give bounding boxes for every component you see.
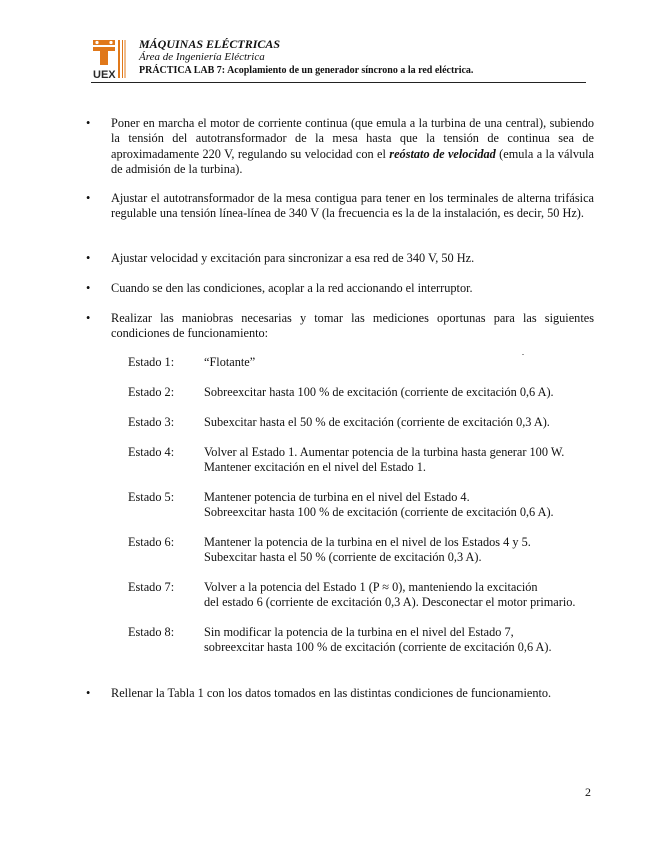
list-item xyxy=(86,116,594,178)
state-description: Mantener excitación en el nivel del Estado 1. xyxy=(204,460,426,475)
bullet-icon: • xyxy=(86,116,91,130)
list-item-text: Ajustar velocidad y excitación para sincronizar a esa red de 340 V, 50 Hz. xyxy=(111,251,475,265)
page-header xyxy=(139,38,473,77)
state-description: Mantener la potencia de la turbina en el nivel de los Estados 4 y 5. xyxy=(204,535,531,549)
emphasis-text: reóstato de velocidad xyxy=(389,146,496,161)
list-item xyxy=(86,281,594,296)
state-row xyxy=(128,625,598,656)
state-description: Sobreexcitar hasta 100 % de excitación (corriente de excitación 0,6 A). xyxy=(204,385,554,399)
state-row xyxy=(128,490,598,521)
state-row xyxy=(128,580,598,611)
list-item xyxy=(86,191,594,222)
state-row xyxy=(128,415,598,430)
bullet-icon: • xyxy=(86,191,91,205)
state-description: Mantener potencia de turbina en el nivel del Estado 4. xyxy=(204,490,470,504)
state-label: Estado 8: xyxy=(128,625,175,639)
list-item-text: Ajustar el autotransformador de la mesa contigua para tener en los terminales de alterna trifásica regulable una tensión línea-línea de 340 V (la frecuencia es la de la instalación, es decir, 50 Hz). xyxy=(111,191,594,221)
state-label: Estado 4: xyxy=(128,445,175,459)
practice-title: PRÁCTICA LAB 7: Acoplamiento de un generador síncrono a la red eléctrica. xyxy=(139,65,474,76)
list-item-text: Poner en marcha el motor de corriente continua (que emula a la turbina de una central), subiendo la tensión del autotransformador de la mesa hasta que la tensión de continua sea de aproximadamente 220 V, regulando su velocidad con el reóstato de velocidad (emula a la válvula de admisión de la turbina). xyxy=(111,116,594,177)
state-description: Volver al Estado 1. Aumentar potencia de la turbina hasta generar 100 W. xyxy=(204,445,565,459)
list-item-text: Cuando se den las condiciones, acoplar a la red accionando el interruptor. xyxy=(111,281,473,295)
state-row xyxy=(128,445,598,476)
state-description: Sin modificar la potencia de la turbina en el nivel del Estado 7, xyxy=(204,625,514,639)
state-description: Volver a la potencia del Estado 1 (P ≈ 0), manteniendo la excitación xyxy=(204,580,538,594)
state-label: Estado 5: xyxy=(128,490,175,504)
state-label: Estado 3: xyxy=(128,415,175,429)
course-title: MÁQUINAS ELÉCTRICAS xyxy=(139,37,281,51)
state-description: sobreexcitar hasta 100 % de excitación (corriente de excitación 0,6 A). xyxy=(204,640,552,655)
state-label: Estado 7: xyxy=(128,580,175,594)
state-description: “Flotante” xyxy=(204,355,256,369)
list-item xyxy=(86,686,594,701)
header-divider xyxy=(91,82,586,83)
state-description: Subexcitar hasta el 50 % (corriente de excitación 0,3 A). xyxy=(204,550,482,565)
state-label: Estado 6: xyxy=(128,535,175,549)
bullet-icon: • xyxy=(86,251,91,265)
state-row xyxy=(128,355,598,370)
logo-text: UEX xyxy=(93,69,116,80)
list-item xyxy=(86,251,594,266)
bullet-icon: • xyxy=(86,311,91,325)
page-number: 2 xyxy=(585,785,591,799)
list-item xyxy=(86,311,594,342)
state-description: Subexcitar hasta el 50 % de excitación (corriente de excitación 0,3 A). xyxy=(204,415,550,429)
state-label: Estado 2: xyxy=(128,385,175,399)
department-subtitle: Área de Ingeniería Eléctrica xyxy=(139,51,265,63)
list-item-text: Realizar las maniobras necesarias y tomar las mediciones oportunas para las siguientes condiciones de funcionamiento: xyxy=(111,311,594,341)
university-logo xyxy=(91,38,131,80)
state-row xyxy=(128,385,598,400)
state-row xyxy=(128,535,598,566)
state-label: Estado 1: xyxy=(128,355,175,369)
bullet-icon: • xyxy=(86,281,91,295)
bullet-icon: • xyxy=(86,686,91,700)
list-item-text: Rellenar la Tabla 1 con los datos tomados en las distintas condiciones de funcionamiento. xyxy=(111,686,552,700)
state-description: del estado 6 (corriente de excitación 0,3 A). Desconectar el motor primario. xyxy=(204,595,576,610)
state-description: Sobreexcitar hasta 100 % de excitación (corriente de excitación 0,6 A). xyxy=(204,505,554,520)
